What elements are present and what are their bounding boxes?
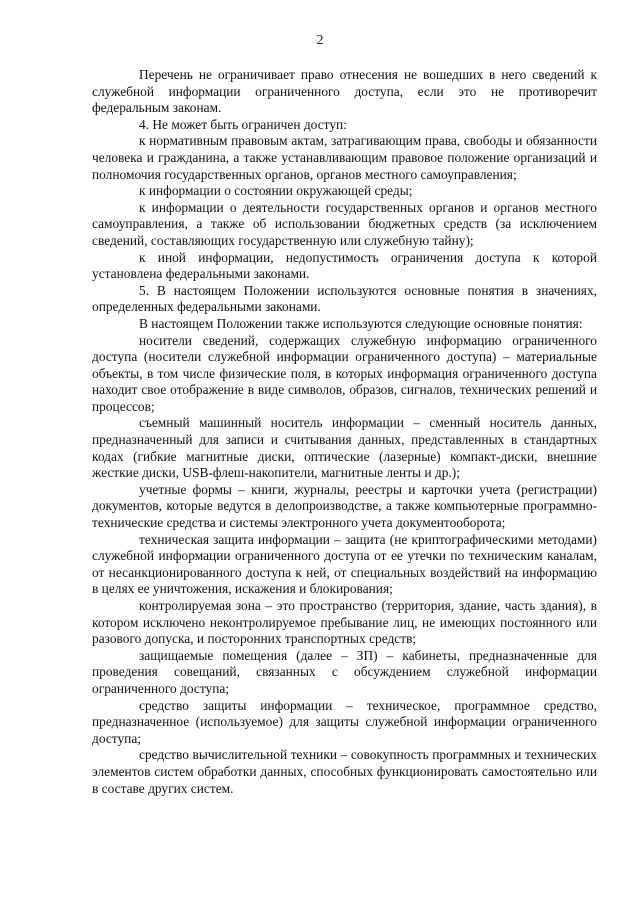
paragraph: защищаемые помещения (далее – ЗП) – кабинеты, предназначенные для проведения совещаний, связанных с обсуждением служебной информации ограниченного доступа; bbox=[92, 647, 597, 696]
paragraph: 5. В настоящем Положении используются основные понятия в значениях, определенных федеральными законами. bbox=[92, 282, 597, 315]
paragraph: Перечень не ограничивает право отнесения не вошедших в него сведений к служебной информации ограниченного доступа, если это не противоречит федеральным законам. bbox=[92, 67, 597, 116]
paragraph: техническая защита информации – защита (не криптографическими методами) служебной информации ограниченного доступа от ее утечки по техническим каналам, от несанкционированного доступа к ней, от специальных воздействий на информацию в целях ее уничтожения, искажения и блокирования; bbox=[92, 531, 597, 597]
paragraph: средство защиты информации – техническое, программное средство, предназначенное (используемое) для защиты служебной информации ограниченного доступа; bbox=[92, 697, 597, 746]
document-body bbox=[92, 67, 597, 797]
paragraph: к информации о состоянии окружающей среды; bbox=[139, 183, 413, 199]
paragraph: к иной информации, недопустимость ограничения доступа к которой установлена федеральными законами. bbox=[92, 249, 597, 282]
paragraph: средство вычислительной техники – совокупность программных и технических элементов систем обработки данных, способных функционировать самостоятельно или в составе других систем. bbox=[92, 747, 597, 796]
paragraph: съемный машинный носитель информации – сменный носитель данных, предназначенный для записи и считывания данных, представленных в стандартных кодах (гибкие магнитные диски, оптические (лазерные) компакт-диски, внешние жесткие диски, USB-флеш-накопители, магнитные ленты и др.); bbox=[92, 415, 597, 481]
paragraph: контролируемая зона – это пространство (территория, здание, часть здания), в котором исключено неконтролируемое пребывание лиц, не имеющих постоянного или разового допуска, и посторонних транспортных средств; bbox=[92, 598, 597, 647]
paragraph: В настоящем Положении также используются следующие основные понятия: bbox=[139, 315, 583, 331]
paragraph: к информации о деятельности государственных органов и органов местного самоуправления, а также об использовании бюджетных средств (за исключением сведений, составляющих государственную или служебную тайну); bbox=[92, 199, 597, 248]
paragraph: 4. Не может быть ограничен доступ: bbox=[139, 116, 347, 132]
paragraph: носители сведений, содержащих служебную информацию ограниченного доступа (носители служебной информации ограниченного доступа) – материальные объекты, в том числе физические поля, в которых информация ограниченного доступа находит свое отображение в виде символов, образов, сигналов, технических решений и процессов; bbox=[92, 332, 597, 414]
paragraph: к нормативным правовым актам, затрагивающим права, свободы и обязанности человека и гражданина, а также устанавливающим правовое положение организаций и полномочия государственных органов, органов местного самоуправления; bbox=[92, 133, 597, 182]
paragraph: учетные формы – книги, журналы, реестры и карточки учета (регистрации) документов, которые ведутся в делопроизводстве, а также компьютерные программно-технические средства и системы электронного учета документооборота; bbox=[92, 481, 597, 531]
page-number: 2 bbox=[316, 33, 324, 48]
